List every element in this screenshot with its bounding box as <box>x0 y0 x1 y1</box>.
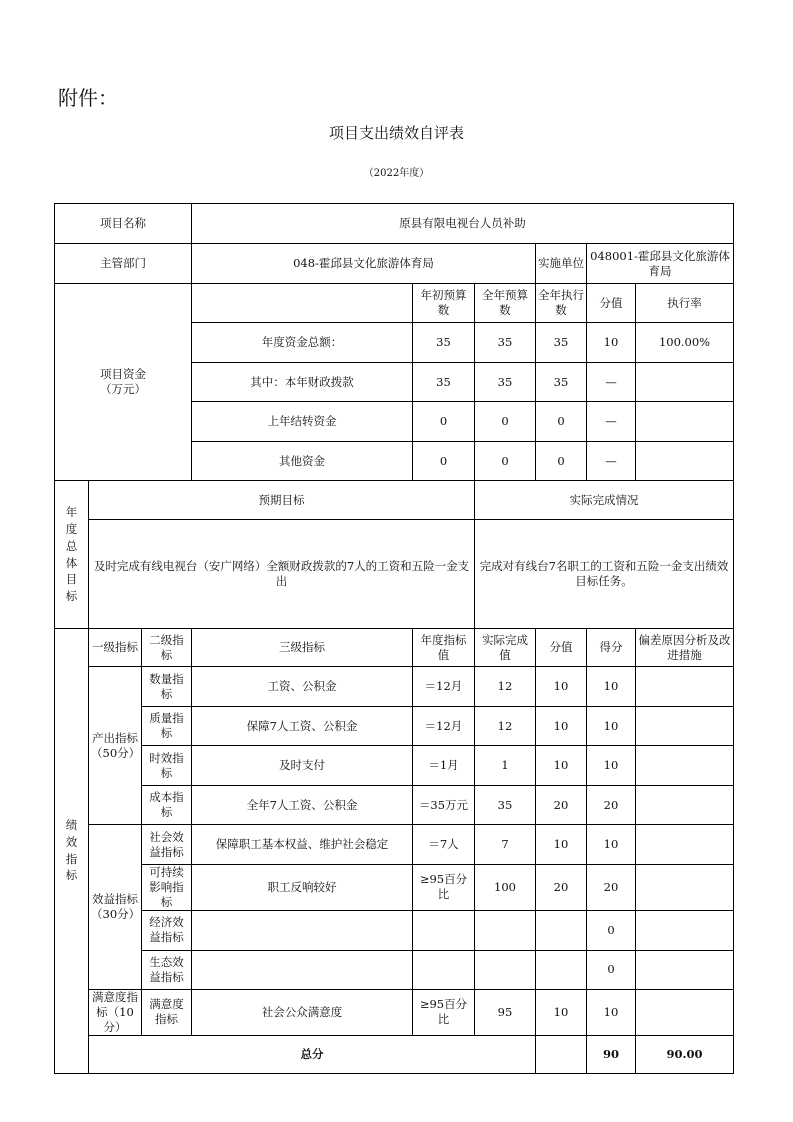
perf-got: 20 <box>587 865 636 911</box>
funds-cell: 0 <box>536 402 587 442</box>
funds-header-score: 分值 <box>587 284 636 323</box>
perf-l2: 满意度指标 <box>142 989 192 1035</box>
perf-got: 10 <box>587 707 636 746</box>
perf-target: ＝12月 <box>413 707 475 746</box>
perf-l2: 社会效益指标 <box>142 825 192 865</box>
funds-cell <box>636 363 734 402</box>
perf-got: 10 <box>587 667 636 707</box>
funds-header-annual: 全年预算数 <box>475 284 536 323</box>
perf-header-row <box>55 629 734 667</box>
perf-row <box>55 989 734 1035</box>
goals-label <box>55 481 89 629</box>
funds-header-blank <box>192 284 413 323</box>
funds-row-label: 上年结转资金 <box>192 402 413 442</box>
total-score: 90 <box>587 1035 636 1073</box>
perf-l3: 全年7人工资、公积金 <box>192 786 413 825</box>
perf-note <box>636 746 734 786</box>
attachment-label: 附件： <box>58 86 118 110</box>
perf-row <box>55 667 734 707</box>
funds-cell: 35 <box>536 363 587 402</box>
total-label: 总分 <box>89 1035 536 1073</box>
perf-note <box>636 667 734 707</box>
perf-actual <box>475 950 536 989</box>
perf-note <box>636 950 734 989</box>
project-name-label: 项目名称 <box>55 204 192 244</box>
perf-score: 20 <box>536 865 587 911</box>
expected-goal-text: 及时完成有线电视台（安广网络）全额财政拨款的7人的工资和五险一金支出 <box>89 520 475 629</box>
total-got: 90.00 <box>636 1035 734 1073</box>
impl-unit-label: 实施单位 <box>536 244 587 284</box>
goals-label-text: 年度总体目标 <box>65 505 78 603</box>
perf-row <box>55 746 734 786</box>
perf-row <box>55 786 734 825</box>
funds-cell: 100.00% <box>636 323 734 363</box>
total-row <box>55 1035 734 1073</box>
perf-l3 <box>192 910 413 950</box>
funds-cell: — <box>587 363 636 402</box>
funds-cell: 35 <box>475 323 536 363</box>
perf-header-l2: 二级指标 <box>142 629 192 667</box>
perf-note <box>636 707 734 746</box>
perf-actual: 100 <box>475 865 536 911</box>
funds-cell: — <box>587 402 636 442</box>
perf-header-target: 年度指标值 <box>413 629 475 667</box>
funds-cell: 0 <box>475 402 536 442</box>
funds-cell: 10 <box>587 323 636 363</box>
perf-target: ＝7人 <box>413 825 475 865</box>
department-row <box>55 244 734 284</box>
perf-actual: 95 <box>475 989 536 1035</box>
perf-score: 10 <box>536 825 587 865</box>
perf-score: 10 <box>536 667 587 707</box>
perf-target: ≥95百分比 <box>413 865 475 911</box>
project-name-row <box>55 204 734 244</box>
funds-label: 项目资金 （万元） <box>55 284 192 481</box>
perf-l3: 保障7人工资、公积金 <box>192 707 413 746</box>
actual-goal-text: 完成对有线台7名职工的工资和五险一金支出绩效目标任务。 <box>475 520 734 629</box>
perf-score <box>536 950 587 989</box>
perf-row <box>55 910 734 950</box>
perf-target: ＝1月 <box>413 746 475 786</box>
funds-header-initial: 年初预算数 <box>413 284 475 323</box>
perf-header-score: 分值 <box>536 629 587 667</box>
perf-note <box>636 989 734 1035</box>
perf-l2: 可持续影响指标 <box>142 865 192 911</box>
perf-actual: 1 <box>475 746 536 786</box>
self-evaluation-table <box>54 203 734 1074</box>
perf-l3: 社会公众满意度 <box>192 989 413 1035</box>
perf-note <box>636 786 734 825</box>
funds-cell: 35 <box>475 363 536 402</box>
perf-score: 10 <box>536 707 587 746</box>
perf-l3: 及时支付 <box>192 746 413 786</box>
output-group-label: 产出指标（50分） <box>89 667 142 825</box>
perf-l3: 职工反响较好 <box>192 865 413 911</box>
perf-actual <box>475 910 536 950</box>
perf-target: ≥95百分比 <box>413 989 475 1035</box>
dept-value: 048-霍邱县文化旅游体育局 <box>192 244 536 284</box>
perf-l2: 成本指标 <box>142 786 192 825</box>
funds-row-label: 其他资金 <box>192 442 413 481</box>
funds-cell: 0 <box>413 402 475 442</box>
perf-actual: 7 <box>475 825 536 865</box>
perf-note <box>636 910 734 950</box>
project-name-value: 原县有限电视台人员补助 <box>192 204 734 244</box>
perf-l2: 质量指标 <box>142 707 192 746</box>
impl-unit-value: 048001-霍邱县文化旅游体育局 <box>587 244 734 284</box>
perf-header-l3: 三级指标 <box>192 629 413 667</box>
perf-row <box>55 865 734 911</box>
expected-goal-header: 预期目标 <box>89 481 475 520</box>
perf-target <box>413 910 475 950</box>
perf-got: 0 <box>587 950 636 989</box>
actual-goal-header: 实际完成情况 <box>475 481 734 520</box>
perf-l3: 工资、公积金 <box>192 667 413 707</box>
funds-cell <box>636 442 734 481</box>
perf-got: 10 <box>587 825 636 865</box>
funds-cell: 35 <box>413 363 475 402</box>
funds-cell: 35 <box>413 323 475 363</box>
dept-label: 主管部门 <box>55 244 192 284</box>
perf-got: 10 <box>587 746 636 786</box>
benefit-group-label: 效益指标（30分） <box>89 825 142 990</box>
funds-cell: — <box>587 442 636 481</box>
satisfaction-group-label: 满意度指标（10分） <box>89 989 142 1035</box>
total-blank <box>536 1035 587 1073</box>
year-label: （2022年度） <box>363 168 430 179</box>
funds-row-label: 其中：本年财政拨款 <box>192 363 413 402</box>
perf-score: 10 <box>536 746 587 786</box>
perf-header-actual: 实际完成值 <box>475 629 536 667</box>
perf-label-text: 绩效指标 <box>65 818 78 883</box>
funds-cell: 0 <box>475 442 536 481</box>
perf-row <box>55 825 734 865</box>
perf-target: ＝12月 <box>413 667 475 707</box>
perf-l2: 经济效益指标 <box>142 910 192 950</box>
perf-row <box>55 950 734 989</box>
perf-label <box>55 629 89 1074</box>
perf-got: 10 <box>587 989 636 1035</box>
perf-actual: 12 <box>475 707 536 746</box>
perf-l2: 数量指标 <box>142 667 192 707</box>
funds-cell: 35 <box>536 323 587 363</box>
perf-l2: 时效指标 <box>142 746 192 786</box>
perf-header-note: 偏差原因分析及改进措施 <box>636 629 734 667</box>
perf-row <box>55 707 734 746</box>
perf-got: 0 <box>587 910 636 950</box>
funds-cell: 0 <box>413 442 475 481</box>
perf-score: 20 <box>536 786 587 825</box>
funds-cell: 0 <box>536 442 587 481</box>
funds-cell <box>636 402 734 442</box>
funds-header-executed: 全年执行数 <box>536 284 587 323</box>
page-title: 项目支出绩效自评表 <box>328 124 464 142</box>
goals-content-row <box>55 520 734 629</box>
perf-l3: 保障职工基本权益、维护社会稳定 <box>192 825 413 865</box>
perf-got: 20 <box>587 786 636 825</box>
perf-l3 <box>192 950 413 989</box>
goals-header-row <box>55 481 734 520</box>
perf-actual: 35 <box>475 786 536 825</box>
perf-l2: 生态效益指标 <box>142 950 192 989</box>
perf-note <box>636 825 734 865</box>
perf-score: 10 <box>536 989 587 1035</box>
perf-header-got: 得分 <box>587 629 636 667</box>
perf-score <box>536 910 587 950</box>
perf-target: ＝35万元 <box>413 786 475 825</box>
funds-header-row <box>55 284 734 323</box>
perf-header-l1: 一级指标 <box>89 629 142 667</box>
perf-note <box>636 865 734 911</box>
funds-row-label: 年度资金总额： <box>192 323 413 363</box>
perf-actual: 12 <box>475 667 536 707</box>
funds-header-rate: 执行率 <box>636 284 734 323</box>
perf-target <box>413 950 475 989</box>
